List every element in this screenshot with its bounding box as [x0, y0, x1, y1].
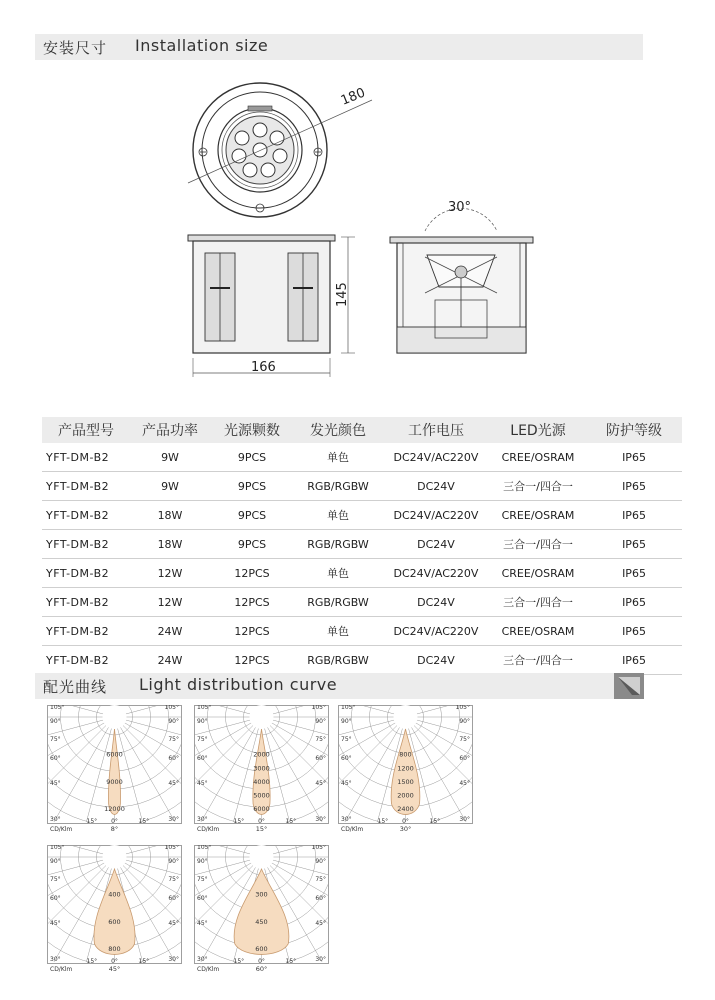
polar-chart-60deg [194, 845, 329, 975]
cell-led-count: 12PCS [210, 588, 294, 617]
polar-center [103, 845, 127, 869]
beam-angle-label: 60° [255, 965, 268, 973]
angle-label-right: 30° [168, 816, 179, 823]
unit-label: CD/Klm [341, 826, 364, 833]
table-row [42, 472, 682, 501]
installation-title-zh: 安装尺寸 [43, 39, 108, 57]
angle-label-right: 90° [168, 858, 179, 865]
angle-label-bottom: 15° [377, 818, 389, 825]
angle-label-left: 45° [341, 780, 352, 787]
cell-ip-rating: IP65 [586, 443, 682, 472]
header-led-source: LED光源 [490, 417, 586, 443]
cell-power: 9W [130, 443, 210, 472]
table-row [42, 443, 682, 472]
installation-title-en: Installation size [135, 36, 269, 55]
unit-label: CD/Klm [50, 966, 73, 973]
angle-label-left: 105° [197, 705, 212, 711]
angle-label-bottom: 15° [233, 958, 245, 965]
cell-color: 单色 [294, 559, 382, 588]
angle-label-left: 75° [341, 736, 352, 743]
angle-label-bottom: 15° [138, 958, 150, 965]
beam-angle-label: 8° [110, 825, 119, 833]
angle-label-right: 60° [315, 895, 326, 902]
beam-value-label: 6000 [253, 805, 270, 814]
cell-led-count: 9PCS [210, 443, 294, 472]
polar-chart-45deg [47, 845, 182, 975]
angle-label-right: 75° [168, 876, 179, 883]
angle-label-right: 45° [168, 780, 179, 787]
header-voltage: 工作电压 [382, 417, 490, 443]
cell-ip-rating: IP65 [586, 617, 682, 646]
angle-label-left: 45° [197, 920, 208, 927]
angle-label-right: 60° [459, 755, 470, 762]
cell-led-source: 三合一/四合一 [490, 646, 586, 675]
unit-label: CD/Klm [197, 826, 220, 833]
cell-voltage: DC24V [382, 588, 490, 617]
angle-label-bottom: 15° [285, 818, 297, 825]
angle-label: 30° [448, 200, 472, 215]
angle-label-left: 75° [197, 736, 208, 743]
cell-model: YFT-DM-B2 [42, 588, 130, 617]
spec-table [42, 417, 682, 675]
cell-model: YFT-DM-B2 [42, 530, 130, 559]
angle-label-left: 90° [197, 718, 208, 725]
spec-table-body [42, 443, 682, 675]
front-view-drawing [183, 225, 368, 380]
spec-table-header-row [42, 417, 682, 443]
corner-logo-icon [614, 673, 644, 699]
cell-led-source: CREE/OSRAM [490, 443, 586, 472]
angle-label-left: 30° [341, 816, 352, 823]
angle-label-left: 105° [341, 705, 356, 711]
angle-label-right: 45° [315, 780, 326, 787]
beam-value-label: 6000 [106, 750, 123, 759]
polar-chart-30deg [338, 705, 473, 835]
beam-value-label: 2000 [397, 791, 414, 800]
light-distribution-title-zh: 配光曲线 [43, 678, 108, 696]
light-distribution-title-en: Light distribution curve [139, 675, 338, 694]
polar-center [250, 845, 274, 869]
cell-voltage: DC24V/AC220V [382, 443, 490, 472]
angle-label-bottom: 15° [86, 818, 98, 825]
angle-label-right: 105° [164, 705, 179, 711]
table-row [42, 559, 682, 588]
cell-voltage: DC24V [382, 646, 490, 675]
angle-label-left: 60° [341, 755, 352, 762]
cell-model: YFT-DM-B2 [42, 646, 130, 675]
beam-value-label: 800 [399, 750, 412, 759]
angle-label-zero: 0° [111, 958, 118, 965]
cell-ip-rating: IP65 [586, 588, 682, 617]
cell-color: RGB/RGBW [294, 646, 382, 675]
angle-label-left: 90° [50, 858, 61, 865]
beam-value-label: 800 [108, 945, 121, 954]
side-section-drawing [385, 195, 540, 360]
header-ip-rating: 防护等级 [586, 417, 682, 443]
cell-power: 18W [130, 530, 210, 559]
beam-value-label: 1500 [397, 777, 414, 786]
cell-color: 单色 [294, 501, 382, 530]
angle-label-right: 60° [315, 755, 326, 762]
cell-model: YFT-DM-B2 [42, 617, 130, 646]
cell-led-source: 三合一/四合一 [490, 472, 586, 501]
header-model: 产品型号 [42, 417, 130, 443]
angle-label-right: 30° [168, 956, 179, 963]
angle-label-bottom: 15° [86, 958, 98, 965]
angle-label-bottom: 15° [429, 818, 441, 825]
angle-label-left: 45° [197, 780, 208, 787]
cell-ip-rating: IP65 [586, 472, 682, 501]
angle-label-left: 30° [50, 956, 61, 963]
width-label: 166 [251, 360, 276, 375]
angle-label-right: 75° [315, 876, 326, 883]
beam-value-label: 300 [255, 890, 268, 899]
angle-label-left: 45° [50, 920, 61, 927]
angle-label-right: 30° [459, 816, 470, 823]
angle-label-left: 75° [50, 876, 61, 883]
angle-label-zero: 0° [258, 958, 265, 965]
angle-label-right: 30° [315, 956, 326, 963]
cell-led-count: 12PCS [210, 646, 294, 675]
angle-label-bottom: 15° [138, 818, 150, 825]
table-row [42, 646, 682, 675]
cell-led-source: 三合一/四合一 [490, 588, 586, 617]
beam-value-label: 2400 [397, 805, 414, 814]
cell-voltage: DC24V [382, 472, 490, 501]
angle-label-left: 30° [197, 816, 208, 823]
header-color: 发光颜色 [294, 417, 382, 443]
installation-size-header [35, 34, 643, 60]
angle-label-zero: 0° [402, 818, 409, 825]
angle-label-left: 60° [197, 755, 208, 762]
beam-value-label: 5000 [253, 791, 270, 800]
beam-value-label: 12000 [104, 805, 125, 814]
beam-value-label: 3000 [253, 764, 270, 773]
angle-label-right: 90° [168, 718, 179, 725]
table-row [42, 530, 682, 559]
angle-label-right: 60° [168, 895, 179, 902]
cell-led-count: 9PCS [210, 472, 294, 501]
cell-led-count: 12PCS [210, 559, 294, 588]
beam-value-label: 1200 [397, 764, 414, 773]
height-label: 145 [335, 282, 350, 307]
beam-value-label: 9000 [106, 777, 123, 786]
cell-ip-rating: IP65 [586, 501, 682, 530]
cell-led-count: 9PCS [210, 501, 294, 530]
angle-label-right: 75° [315, 736, 326, 743]
cell-power: 12W [130, 588, 210, 617]
cell-color: 单色 [294, 443, 382, 472]
angle-label-zero: 0° [111, 818, 118, 825]
cell-model: YFT-DM-B2 [42, 501, 130, 530]
angle-label-left: 75° [50, 736, 61, 743]
beam-value-label: 2000 [253, 750, 270, 759]
angle-label-left: 30° [197, 956, 208, 963]
beam-angle-label: 45° [108, 965, 121, 973]
table-row [42, 617, 682, 646]
cell-model: YFT-DM-B2 [42, 559, 130, 588]
cell-color: RGB/RGBW [294, 588, 382, 617]
cell-color: 单色 [294, 617, 382, 646]
cell-led-count: 9PCS [210, 530, 294, 559]
cell-power: 18W [130, 501, 210, 530]
beam-value-label: 4000 [253, 777, 270, 786]
angle-label-left: 90° [50, 718, 61, 725]
cell-model: YFT-DM-B2 [42, 443, 130, 472]
polar-chart-8deg [47, 705, 182, 835]
table-row [42, 501, 682, 530]
cell-power: 12W [130, 559, 210, 588]
angle-label-zero: 0° [258, 818, 265, 825]
cell-color: RGB/RGBW [294, 530, 382, 559]
angle-label-right: 30° [315, 816, 326, 823]
angle-label-bottom: 15° [233, 818, 245, 825]
angle-label-left: 60° [50, 895, 61, 902]
angle-label-right: 60° [168, 755, 179, 762]
angle-label-bottom: 15° [285, 958, 297, 965]
cell-led-source: CREE/OSRAM [490, 559, 586, 588]
angle-label-left: 90° [197, 858, 208, 865]
angle-label-right: 90° [459, 718, 470, 725]
angle-label-left: 30° [50, 816, 61, 823]
angle-label-right: 90° [315, 858, 326, 865]
cell-voltage: DC24V/AC220V [382, 617, 490, 646]
top-view-drawing [180, 80, 380, 230]
angle-label-left: 75° [197, 876, 208, 883]
polar-chart-15deg [194, 705, 329, 835]
angle-label-right: 45° [459, 780, 470, 787]
angle-label-right: 105° [455, 705, 470, 711]
diameter-label: 180 [338, 85, 368, 109]
cell-power: 24W [130, 617, 210, 646]
angle-label-left: 105° [50, 705, 65, 711]
angle-label-right: 105° [311, 705, 326, 711]
angle-label-right: 45° [315, 920, 326, 927]
cell-led-source: 三合一/四合一 [490, 530, 586, 559]
header-led-count: 光源颗数 [210, 417, 294, 443]
cell-model: YFT-DM-B2 [42, 472, 130, 501]
cell-ip-rating: IP65 [586, 646, 682, 675]
cell-power: 24W [130, 646, 210, 675]
beam-angle-label: 30° [399, 825, 412, 833]
polar-center [250, 705, 274, 729]
angle-label-left: 45° [50, 780, 61, 787]
angle-label-left: 60° [50, 755, 61, 762]
cell-led-source: CREE/OSRAM [490, 617, 586, 646]
cell-voltage: DC24V/AC220V [382, 559, 490, 588]
light-distribution-header [35, 673, 643, 699]
angle-label-right: 90° [315, 718, 326, 725]
beam-angle-label: 15° [255, 825, 268, 833]
beam-value-label: 600 [255, 945, 268, 954]
polar-center [103, 705, 127, 729]
cell-voltage: DC24V/AC220V [382, 501, 490, 530]
angle-label-right: 75° [459, 736, 470, 743]
table-row [42, 588, 682, 617]
unit-label: CD/Klm [197, 966, 220, 973]
polar-center [394, 705, 418, 729]
cell-led-source: CREE/OSRAM [490, 501, 586, 530]
cell-power: 9W [130, 472, 210, 501]
angle-label-left: 105° [197, 845, 212, 851]
unit-label: CD/Klm [50, 826, 73, 833]
angle-label-left: 60° [197, 895, 208, 902]
beam-value-label: 600 [108, 917, 121, 926]
angle-label-left: 90° [341, 718, 352, 725]
angle-label-right: 75° [168, 736, 179, 743]
header-power: 产品功率 [130, 417, 210, 443]
cell-led-count: 12PCS [210, 617, 294, 646]
angle-label-right: 45° [168, 920, 179, 927]
beam-value-label: 450 [255, 917, 268, 926]
cell-voltage: DC24V [382, 530, 490, 559]
beam-value-label: 400 [108, 890, 121, 899]
angle-label-right: 105° [164, 845, 179, 851]
cell-ip-rating: IP65 [586, 530, 682, 559]
angle-label-right: 105° [311, 845, 326, 851]
cell-color: RGB/RGBW [294, 472, 382, 501]
angle-label-left: 105° [50, 845, 65, 851]
cell-ip-rating: IP65 [586, 559, 682, 588]
